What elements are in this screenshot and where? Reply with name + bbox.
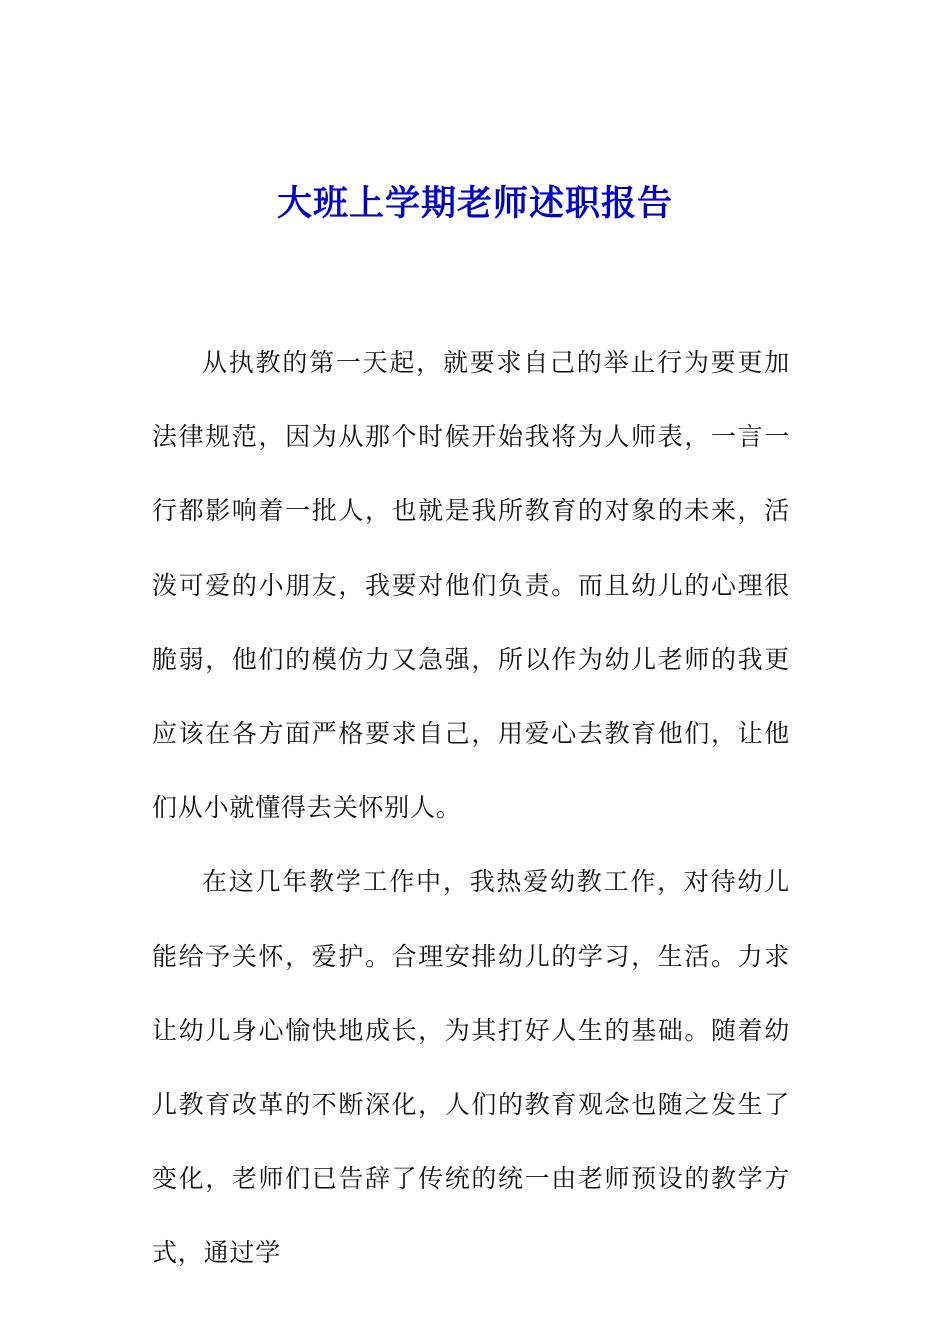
paragraph-1: 从执教的第一天起，就要求自己的举止行为要更加法律规范，因为从那个时候开始我将为人师表，一言一行都影响着一批人，也就是我所教育的对象的未来，活泼可爱的小朋友，我要对他们负责。而且幼儿的心理很脆弱，他们的模仿力又急强，所以作为幼儿老师的我更应该在各方面严格要求自己，用爱心去教育他们，让他们从小就懂得去关怀别人。 [152,348,790,823]
paragraph-2: 在这几年教学工作中，我热爱幼教工作，对待幼儿能给予关怀，爱护。合理安排幼儿的学习，生活。力求让幼儿身心愉快地成长，为其打好人生的基础。随着幼儿教育改革的不断深化，人们的教育观念也随之发生了变化，老师们已告辞了传统的统一由老师预设的教学方式，通过学 [152,867,790,1268]
document-title: 大班上学期老师述职报告 [276,184,673,224]
document-body [152,326,790,1291]
